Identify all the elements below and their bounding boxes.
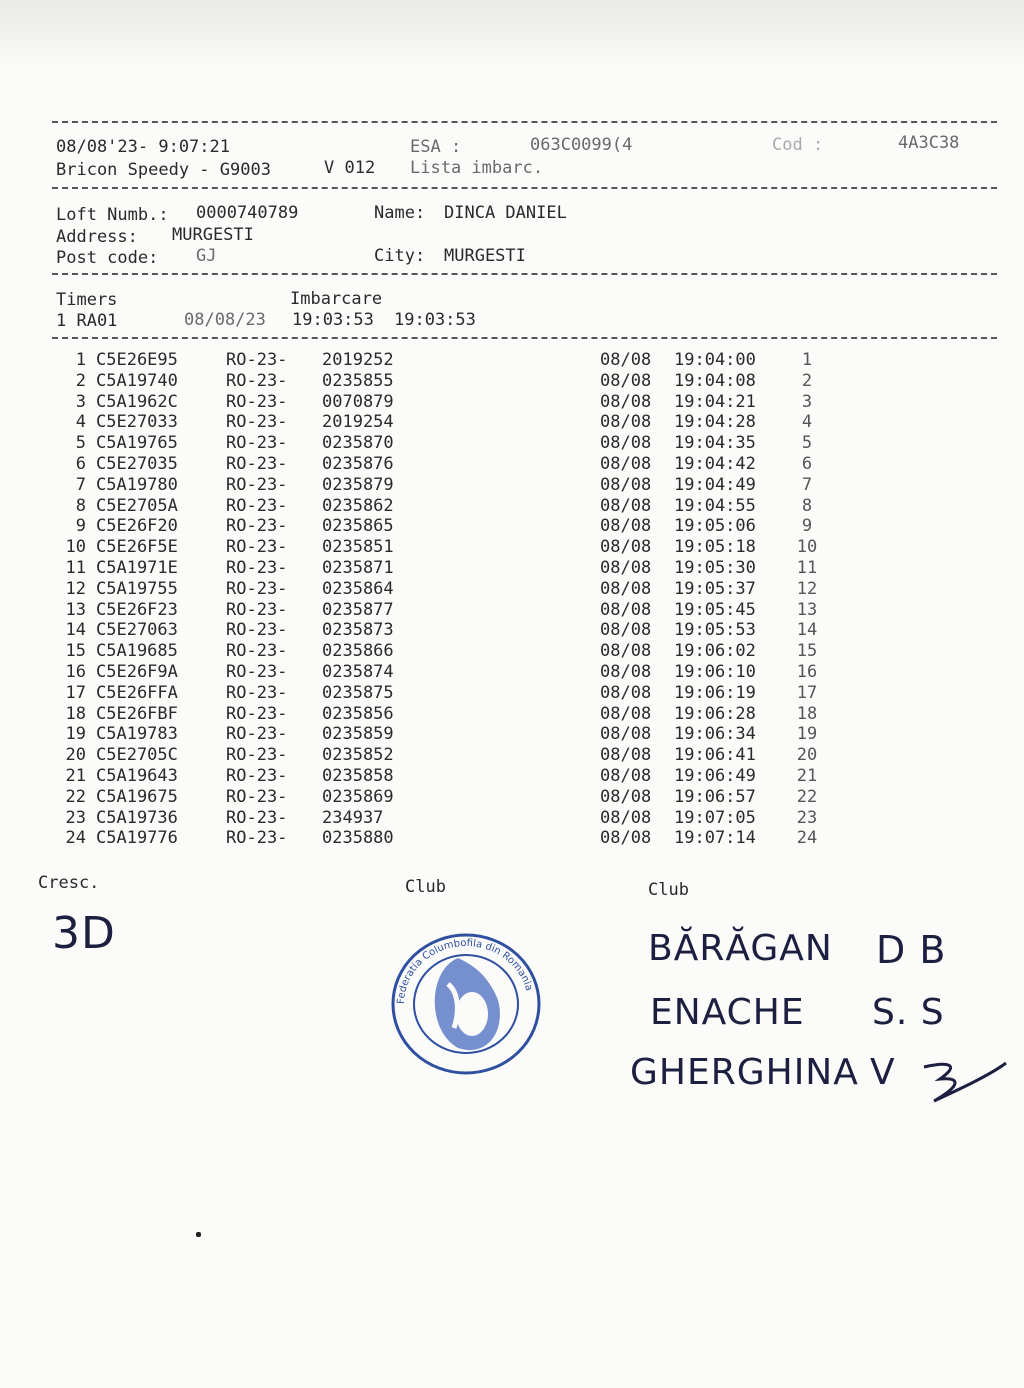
bird-ring: RO-23-	[226, 537, 288, 558]
esa-label: ESA :	[410, 137, 462, 157]
bird-chip: C5E26FFA	[96, 682, 178, 703]
bird-row	[52, 392, 997, 413]
bird-pos: 24	[796, 828, 818, 849]
bird-chip: C5E26F5E	[96, 537, 178, 558]
bird-chip: C5E26F20	[96, 516, 178, 537]
bird-pos: 1	[801, 350, 813, 370]
bird-time: 19:06:34	[674, 724, 756, 745]
bird-pos: 5	[801, 433, 813, 454]
bird-list	[52, 350, 997, 870]
bird-time: 19:06:02	[674, 641, 756, 662]
bird-date: 08/08	[600, 433, 652, 454]
bird-row	[52, 579, 997, 600]
bird-row	[52, 371, 997, 392]
bird-no: 14	[65, 620, 86, 641]
bird-date: 08/08	[600, 786, 652, 807]
timers-label: Timers	[56, 290, 118, 310]
bird-no: 24	[65, 828, 86, 849]
bird-pos: 2	[801, 370, 813, 391]
bird-date: 08/08	[600, 516, 652, 537]
bird-ring: RO-23-	[226, 703, 288, 724]
bird-pos: 10	[796, 537, 818, 558]
bird-date: 08/08	[600, 370, 652, 391]
bird-date: 08/08	[600, 641, 652, 662]
bird-chip: C5E26FBF	[96, 703, 178, 724]
bird-time: 19:06:57	[674, 786, 756, 807]
bird-chip: C5A19776	[96, 828, 178, 849]
signature-name-3: GHERGHINA	[630, 1052, 859, 1093]
city-label: City:	[374, 246, 426, 266]
bird-date: 08/08	[600, 620, 652, 641]
bird-time: 19:05:53	[674, 620, 756, 641]
bird-num: 0235871	[322, 558, 394, 578]
bird-no: 16	[65, 662, 86, 682]
bird-date: 08/08	[600, 662, 652, 682]
scan-shadow	[0, 0, 1024, 70]
bird-ring: RO-23-	[226, 474, 288, 495]
bird-no: 13	[65, 599, 86, 620]
bird-pos: 17	[796, 682, 818, 703]
bird-no: 4	[75, 412, 86, 433]
bird-pos: 20	[796, 745, 818, 766]
bird-chip: C5A19736	[96, 807, 178, 828]
bird-date: 08/08	[600, 391, 652, 412]
bird-chip: C5E27035	[96, 454, 178, 474]
owner-postcode: GJ	[196, 246, 217, 266]
bird-num: 0235869	[322, 786, 394, 807]
bird-date: 08/08	[600, 745, 652, 766]
divider	[52, 121, 997, 123]
timer-id: 1 RA01	[56, 311, 118, 331]
bird-ring: RO-23-	[226, 412, 288, 433]
bird-chip: C5A19755	[96, 578, 178, 599]
bird-chip: C5E27063	[96, 620, 178, 641]
bird-time: 19:05:45	[674, 599, 756, 620]
bird-no: 11	[65, 558, 86, 578]
bird-chip: C5E26E95	[96, 350, 178, 370]
bird-num: 0235855	[322, 370, 394, 391]
divider	[52, 187, 997, 189]
bird-no: 2	[75, 370, 86, 391]
bird-date: 08/08	[600, 454, 652, 474]
bird-date: 08/08	[600, 578, 652, 599]
bird-num: 0235880	[322, 828, 394, 849]
bird-row	[52, 662, 997, 683]
bird-time: 19:07:14	[674, 828, 756, 849]
bird-pos: 3	[801, 391, 813, 412]
bird-row	[52, 828, 997, 849]
cod-label: Cod :	[772, 135, 824, 155]
bird-ring: RO-23-	[226, 682, 288, 703]
bird-ring: RO-23-	[226, 662, 288, 682]
bird-no: 5	[75, 433, 86, 454]
bird-pos: 14	[796, 620, 818, 641]
bird-num: 2019252	[322, 350, 394, 370]
club-label-1: Club	[405, 877, 446, 897]
bird-num: 0235875	[322, 682, 394, 703]
bird-num: 0235864	[322, 578, 394, 599]
bird-num: 0235851	[322, 537, 394, 558]
bird-no: 22	[65, 786, 86, 807]
bird-ring: RO-23-	[226, 724, 288, 745]
print-datetime: 08/08'23- 9:07:21	[56, 137, 230, 157]
bird-num: 0235859	[322, 724, 394, 745]
bird-pos: 7	[801, 474, 813, 495]
bird-row	[52, 516, 997, 537]
esa-value: 063C0099(4	[530, 135, 633, 155]
bird-ring: RO-23-	[226, 433, 288, 454]
bird-ring: RO-23-	[226, 350, 288, 370]
bird-row	[52, 433, 997, 454]
bird-chip: C5A19740	[96, 370, 178, 391]
signature-scribble	[920, 1055, 1010, 1115]
bird-ring: RO-23-	[226, 558, 288, 578]
bird-row	[52, 496, 997, 517]
bird-ring: RO-23-	[226, 766, 288, 786]
bird-time: 19:04:42	[674, 454, 756, 474]
postcode-label: Post code:	[56, 248, 159, 268]
bird-chip: C5A1971E	[96, 558, 178, 578]
loft-label: Loft Numb.:	[56, 205, 169, 225]
bird-num: 0070879	[322, 391, 394, 412]
timer-time-1: 19:03:53	[292, 310, 374, 330]
bird-no: 23	[65, 807, 86, 828]
bird-date: 08/08	[600, 558, 652, 578]
device-name: Bricon Speedy - G9003	[56, 160, 271, 180]
bird-pos: 23	[796, 807, 818, 828]
bird-date: 08/08	[600, 807, 652, 828]
bird-no: 12	[65, 578, 86, 599]
list-title: Lista imbarc.	[410, 158, 544, 178]
bird-date: 08/08	[600, 682, 652, 703]
bird-no: 18	[65, 703, 86, 724]
stamp-text: Federatia Columbofila din Romania	[395, 937, 535, 1005]
bird-no: 7	[75, 474, 86, 495]
signature-name-2: ENACHE	[650, 992, 805, 1033]
bird-row	[52, 787, 997, 808]
bird-time: 19:05:18	[674, 537, 756, 558]
bird-row	[52, 350, 997, 371]
bird-no: 9	[75, 516, 86, 537]
bird-date: 08/08	[600, 350, 652, 370]
timer-time-2: 19:03:53	[394, 310, 476, 330]
bird-time: 19:04:49	[674, 474, 756, 495]
bird-date: 08/08	[600, 828, 652, 849]
bird-row	[52, 454, 997, 475]
bird-no: 6	[75, 454, 86, 474]
bird-no: 1	[75, 350, 86, 370]
bird-no: 19	[65, 724, 86, 745]
bird-chip: C5E2705A	[96, 495, 178, 516]
bird-no: 15	[65, 641, 86, 662]
cresc-label: Cresc.	[38, 873, 100, 893]
ink-mark	[196, 1232, 201, 1237]
bird-ring: RO-23-	[226, 745, 288, 766]
bird-row	[52, 600, 997, 621]
bird-num: 0235874	[322, 662, 394, 682]
bird-num: 0235873	[322, 620, 394, 641]
bird-pos: 9	[801, 516, 813, 537]
bird-time: 19:07:05	[674, 807, 756, 828]
bird-time: 19:05:30	[674, 558, 756, 578]
bird-no: 21	[65, 766, 86, 786]
bird-time: 19:06:10	[674, 662, 756, 682]
bird-pos: 6	[801, 454, 813, 474]
bird-chip: C5E27033	[96, 412, 178, 433]
bird-row	[52, 745, 997, 766]
bird-num: 0235865	[322, 516, 394, 537]
bird-chip: C5E26F9A	[96, 662, 178, 682]
bird-row	[52, 808, 997, 829]
bird-time: 19:06:41	[674, 745, 756, 766]
signature-mark-3: V	[870, 1052, 896, 1093]
bird-time: 19:04:28	[674, 412, 756, 433]
imbarcare-label: Imbarcare	[290, 289, 383, 309]
bird-pos: 18	[796, 703, 818, 724]
bird-ring: RO-23-	[226, 620, 288, 641]
bird-pos: 15	[796, 641, 818, 662]
bird-ring: RO-23-	[226, 516, 288, 537]
loft-number: 0000740789	[196, 203, 299, 223]
bird-no: 20	[65, 745, 86, 766]
divider	[52, 273, 997, 275]
club-stamp	[388, 930, 548, 1084]
bird-row	[52, 683, 997, 704]
bird-time: 19:04:08	[674, 370, 756, 391]
bird-num: 2019254	[322, 412, 394, 433]
cod-value: 4A3C38	[898, 133, 960, 153]
bird-num: 0235876	[322, 454, 394, 474]
bird-time: 19:04:21	[674, 391, 756, 412]
owner-address: MURGESTI	[172, 225, 254, 245]
bird-pos: 13	[796, 599, 818, 620]
bird-pos: 21	[796, 766, 818, 786]
bird-ring: RO-23-	[226, 370, 288, 391]
bird-chip: C5E26F23	[96, 599, 178, 620]
signature-mark-2: S. S	[872, 992, 945, 1033]
bird-ring: RO-23-	[226, 391, 288, 412]
bird-no: 8	[75, 495, 86, 516]
divider	[52, 337, 997, 339]
cresc-signature: 3D	[52, 908, 116, 959]
bird-chip: C5A1962C	[96, 391, 178, 412]
firmware-version: V 012	[324, 158, 376, 178]
bird-row	[52, 537, 997, 558]
bird-no: 17	[65, 682, 86, 703]
bird-chip: C5A19685	[96, 641, 178, 662]
bird-time: 19:04:55	[674, 495, 756, 516]
bird-time: 19:06:19	[674, 682, 756, 703]
bird-ring: RO-23-	[226, 578, 288, 599]
bird-time: 19:05:37	[674, 578, 756, 599]
bird-row	[52, 766, 997, 787]
bird-row	[52, 724, 997, 745]
timer-date: 08/08/23	[184, 310, 266, 330]
bird-ring: RO-23-	[226, 828, 288, 849]
bird-pos: 22	[796, 786, 818, 807]
bird-ring: RO-23-	[226, 495, 288, 516]
bird-row	[52, 412, 997, 433]
bird-row	[52, 641, 997, 662]
bird-ring: RO-23-	[226, 786, 288, 807]
address-label: Address:	[56, 227, 138, 247]
bird-date: 08/08	[600, 537, 652, 558]
bird-ring: RO-23-	[226, 641, 288, 662]
bird-pos: 16	[796, 662, 818, 682]
signature-name-1: BĂRĂGAN	[648, 928, 833, 969]
bird-time: 19:04:35	[674, 433, 756, 454]
bird-time: 19:06:28	[674, 703, 756, 724]
bird-pos: 11	[796, 558, 818, 578]
owner-city: MURGESTI	[444, 246, 526, 266]
bird-pos: 12	[796, 578, 818, 599]
bird-num: 0235879	[322, 474, 394, 495]
bird-date: 08/08	[600, 412, 652, 433]
bird-chip: C5E2705C	[96, 745, 178, 766]
bird-chip: C5A19783	[96, 724, 178, 745]
bird-row	[52, 704, 997, 725]
bird-num: 0235858	[322, 766, 394, 786]
bird-date: 08/08	[600, 703, 652, 724]
bird-row	[52, 620, 997, 641]
bird-num: 0235856	[322, 703, 394, 724]
owner-name: DINCA DANIEL	[444, 203, 567, 223]
bird-num: 0235877	[322, 599, 394, 620]
bird-row	[52, 558, 997, 579]
bird-date: 08/08	[600, 724, 652, 745]
bird-ring: RO-23-	[226, 599, 288, 620]
bird-row	[52, 475, 997, 496]
bird-ring: RO-23-	[226, 454, 288, 474]
bird-date: 08/08	[600, 766, 652, 786]
bird-pos: 4	[801, 412, 813, 433]
bird-num: 0235870	[322, 433, 394, 454]
bird-num: 0235862	[322, 495, 394, 516]
bird-time: 19:04:00	[674, 350, 756, 370]
bird-no: 3	[75, 391, 86, 412]
bird-chip: C5A19765	[96, 433, 178, 454]
bird-time: 19:06:49	[674, 766, 756, 786]
club-label-2: Club	[648, 880, 689, 900]
bird-pos: 19	[796, 724, 818, 745]
bird-num: 0235852	[322, 745, 394, 766]
bird-num: 0235866	[322, 641, 394, 662]
bird-num: 234937	[322, 807, 384, 828]
bird-ring: RO-23-	[226, 807, 288, 828]
bird-date: 08/08	[600, 599, 652, 620]
bird-chip: C5A19780	[96, 474, 178, 495]
bird-no: 10	[65, 537, 86, 558]
bird-date: 08/08	[600, 495, 652, 516]
bird-chip: C5A19675	[96, 786, 178, 807]
signature-mark-1: D B	[876, 928, 947, 972]
bird-date: 08/08	[600, 474, 652, 495]
name-label: Name:	[374, 203, 426, 223]
bird-chip: C5A19643	[96, 766, 178, 786]
bird-time: 19:05:06	[674, 516, 756, 537]
bird-pos: 8	[801, 495, 813, 516]
